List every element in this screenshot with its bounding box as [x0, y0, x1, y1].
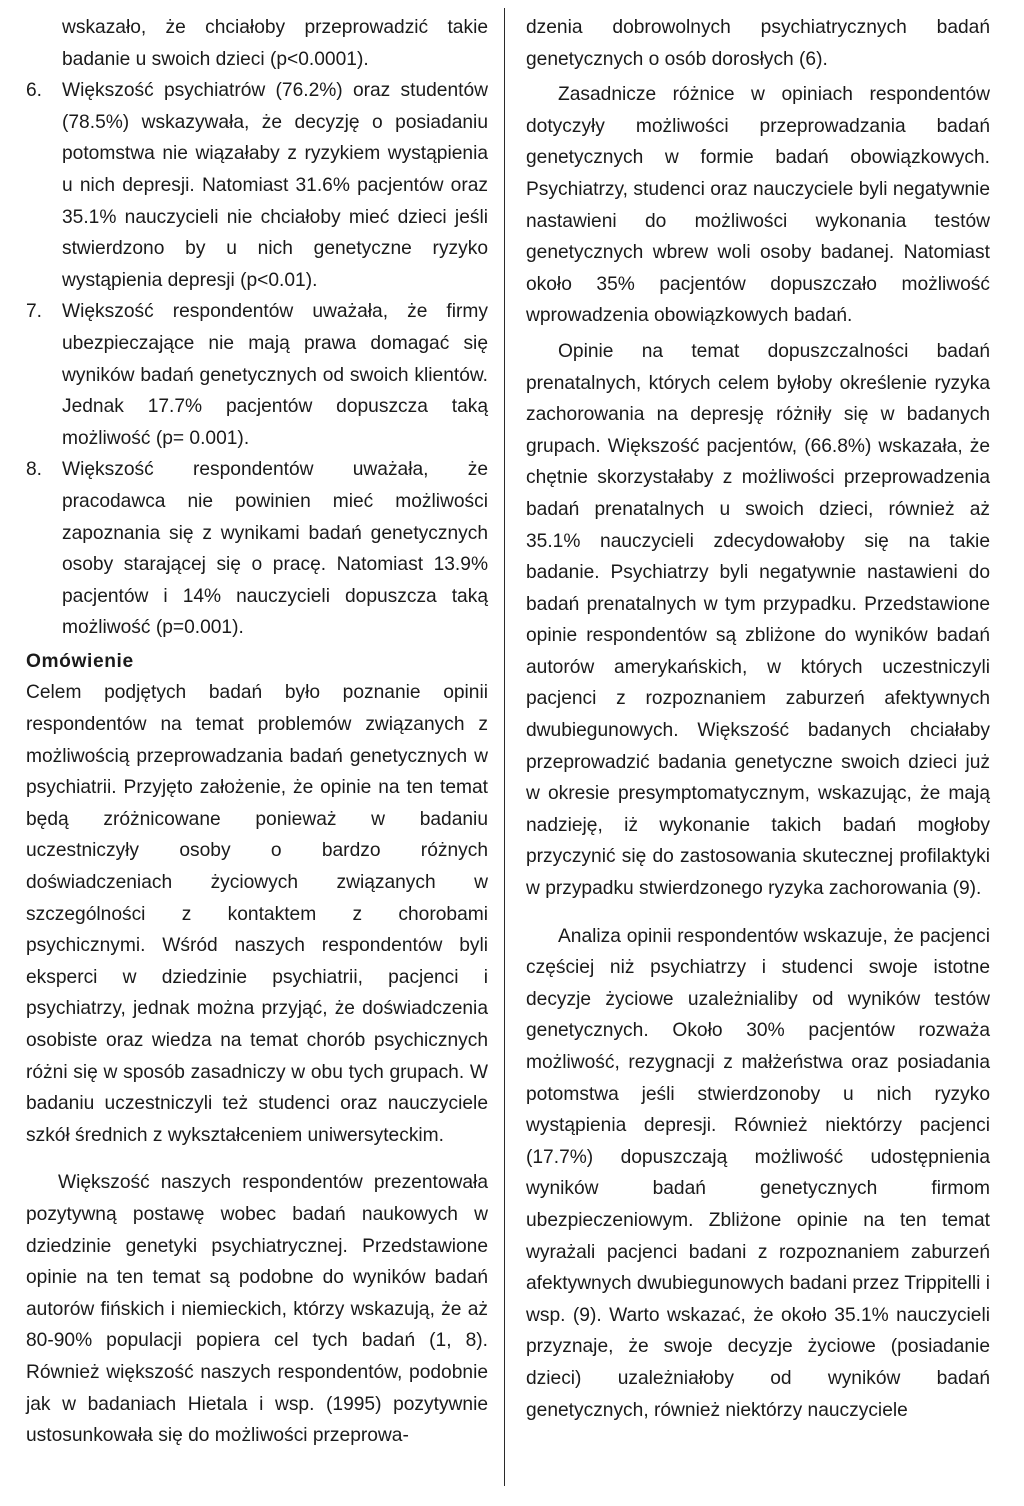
list-number: 6.	[26, 80, 43, 102]
list-item-6	[26, 75, 488, 296]
list-number: 8.	[26, 459, 43, 481]
paragraph: Większość naszych respondentów prezentowała pozytywną postawę wobec badań naukowych w dziedzinie genetyki psychiatrycznej. Przedstawione opinie na ten temat są podobne do wyników badań autorów fińskich i niemieckich, którzy wskazują, że aż 80-90% populacji popiera cel tych badań (1, 8). Również większość naszych respondentów, podobnie jak w badaniach Hietala i wsp. (1995) pozytywnie ustosunkowała się do możliwości przeprowa-	[26, 1172, 488, 1447]
paragraph: Celem podjętych badań było poznanie opinii respondentów na temat problemów związanych z możliwością przeprowadzania badań genetycznych w psychiatrii. Przyjęto założenie, że opinie na ten temat będą zróżnicowane ponieważ w badaniu uczestniczyły osoby o bardzo różnych doświadczeniach życiowych związanych w szczególności z kontaktem z chorobami psychicznymi. Wśród naszych respondentów byli eksperci w dziedzinie psychiatrii, pacjenci i psychiatrzy, jednak można przyjąć, że doświadczenia osobiste oraz wiedza na temat chorób psychicznych różni się w sposób zasadniczy w obu tych grupach. W badaniu uczestniczyli też studenci oraz nauczyciele szkół średnich z wykształceniem uniwersyteckim.	[26, 682, 488, 1146]
section-heading: Omówienie	[26, 650, 134, 672]
list-text: Większość respondentów uważała, że firmy ubezpieczające nie mają prawa domagać się wyników badań genetycznych od swoich klientów. Jednak 17.7% pacjentów dopuszcza taką możliwość (p= 0.001).	[62, 301, 488, 449]
list-item-8	[26, 454, 488, 644]
list-number: 7.	[26, 301, 43, 323]
paragraph: Opinie na temat dopuszczalności badań prenatalnych, których celem byłoby określenie ryzyka zachorowania na depresję różniły się w badanych grupach. Większość pacjentów, (66.8%) wskazała, że chętnie skorzystałaby z możliwości przeprowadzenia badań prenatalnych u swoich dzieci, również aż 35.1% nauczycieli zdecydowałoby się na takie badanie. Psychiatrzy byli negatywnie nastawieni do badań prenatalnych w tym przypadku. Przedstawione opinie respondentów są zbliżone do wyników badań autorów amerykańskich, w których uczestniczyli pacjenci z rozpoznaniem zaburzeń afektywnych dwubiegunowych. Większość badanych chciałaby przeprowadzić badania genetyczne swoich dzieci już w okresie presymptomatycznym, wskazując, że mają nadzieję, iż wykonanie takich badań mogłoby przyczynić się do zastosowania skutecznej profilaktyki w przypadku stwierdzonego ryzyka zachorowania (9).	[526, 340, 990, 900]
list-text: Większość respondentów uważała, że pracodawca nie powinien mieć możliwości zapoznania się z wynikami badań genetycznych osoby starającej się o pracę. Natomiast 13.9% pacjentów i 14% nauczycieli dopuszcza taką możliwość (p=0.001).	[62, 459, 488, 639]
list-text: Większość psychiatrów (76.2%) oraz studentów (78.5%) wskazywała, że decyzję o posiadaniu potomstwa nie wiązałaby z ryzykiem wystąpienia u nich depresji. Natomiast 31.6% pacjentów oraz 35.1% nauczycieli nie chciałoby mieć dzieci jeśli stwierdzono by u nich genetyczne ryzyko wystąpienia depresji (p<0.01).	[62, 80, 488, 291]
list-item-continuation: wskazało, że chciałoby przeprowadzić takie badanie u swoich dzieci (p<0.0001).	[62, 17, 488, 70]
column-divider	[504, 8, 505, 1486]
paragraph: Zasadnicze różnice w opiniach respondentów dotyczyły możliwości przeprowadzania badań genetycznych w formie badań obowiązkowych. Psychiatrzy, studenci oraz nauczyciele byli negatywnie nastawieni do możliwości wykonania testów genetycznych wbrew woli osoby badanej. Natomiast około 35% pacjentów dopuszczało możliwość wprowadzenia obowiązkowych badań.	[526, 84, 990, 327]
paragraph: Analiza opinii respondentów wskazuje, że pacjenci częściej niż psychiatrzy i studenci swoje istotne decyzje życiowe uzależnialiby od wyników testów genetycznych. Około 30% pacjentów rozważa możliwość, rezygnacji z małżeństwa oraz posiadania potomstwa jeśli stwierdzonoby u nich ryzyko wystąpienia depresji. Również niektórzy pacjenci (17.7%) dopuszczają możliwość udostępnienia wyników badań genetycznych firmom ubezpieczeniowym. Zbliżone opinie na ten temat wyrażali pacjenci badani z rozpoznaniem zaburzeń afektywnych dwubiegunowych badani przez Trippitelli i wsp. (9). Warto wskazać, że około 35.1% nauczycieli przyznaje, że swoje decyzje życiowe (posiadanie dzieci) uzależniałoby od wyników badań genetycznych, również niektórzy nauczyciele	[526, 925, 990, 1421]
list-item-7	[26, 296, 488, 454]
right-column	[526, 12, 990, 1426]
left-column	[26, 12, 488, 1452]
paragraph: dzenia dobrowolnych psychiatrycznych badań genetycznych o osób dorosłych (6).	[526, 17, 990, 70]
